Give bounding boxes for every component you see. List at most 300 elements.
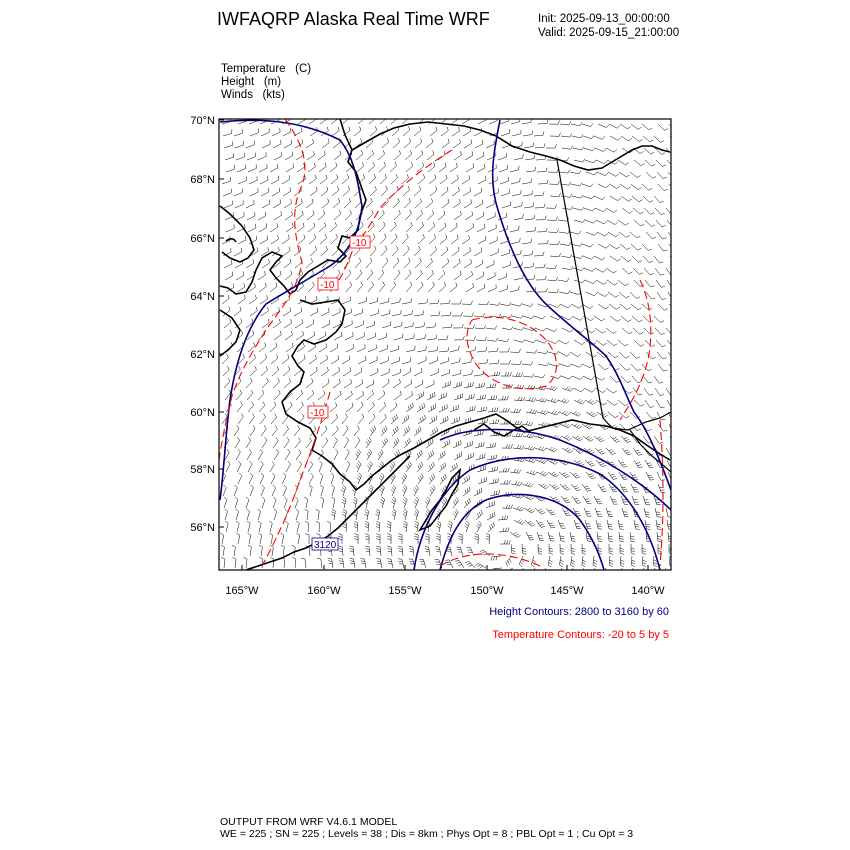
wind-barb-feather — [432, 210, 433, 214]
wind-barb-feather — [418, 428, 419, 432]
wind-barb-feather — [372, 282, 374, 285]
wind-barb-feather — [400, 298, 401, 302]
wind-barb-feather — [507, 515, 508, 519]
wind-barb — [246, 204, 254, 208]
wind-barb-feather — [265, 437, 267, 440]
wind-barb-feather — [531, 422, 533, 425]
wind-barb-feather — [621, 572, 624, 574]
wind-barb — [454, 397, 463, 400]
wind-barb-feather — [246, 497, 249, 500]
wind-barb-feather — [621, 475, 625, 476]
wind-barb-feather — [554, 329, 557, 332]
wind-barb — [464, 386, 473, 388]
wind-barb-feather — [441, 478, 443, 482]
wind-barb-feather — [436, 416, 437, 420]
wind-barb — [261, 488, 265, 496]
wind-barb-feather — [522, 548, 526, 549]
wind-barb-feather — [533, 560, 536, 563]
wind-barb — [562, 148, 571, 149]
wind-barb-feather — [626, 296, 630, 298]
wind-barb-feather — [414, 534, 418, 535]
wind-barb — [451, 239, 458, 244]
wind-barb-feather — [338, 127, 339, 131]
valid-time: Valid: 2025-09-15_21:00:00 — [538, 27, 680, 39]
wind-barb-feather — [466, 521, 469, 524]
wind-barb — [526, 532, 530, 540]
wind-barb — [666, 268, 671, 276]
wind-barb-feather — [464, 526, 467, 529]
wind-barb-feather — [571, 562, 574, 564]
wind-barb-feather — [549, 562, 552, 564]
wind-barb-feather — [346, 425, 348, 428]
wind-barb-feather — [551, 398, 554, 401]
wind-barb — [646, 472, 650, 480]
wind-barb — [248, 523, 250, 532]
wind-barb-feather — [279, 307, 280, 311]
wind-barb — [439, 226, 446, 232]
wind-barb-feather — [504, 540, 505, 544]
wind-barb-feather — [269, 200, 270, 204]
wind-barb — [354, 249, 360, 256]
wind-barb-feather — [651, 345, 655, 347]
wind-barb — [248, 405, 254, 412]
wind-barb — [476, 216, 484, 220]
wind-barb-feather — [620, 538, 624, 539]
wind-barb-feather — [291, 319, 292, 323]
wind-barb — [535, 147, 544, 148]
wind-barb — [429, 361, 437, 364]
wind-barb-feather — [570, 450, 573, 452]
wind-barb-feather — [602, 257, 605, 260]
wind-barb-feather — [675, 129, 679, 130]
wind-barb-feather — [576, 412, 579, 415]
wind-barb-feather — [554, 449, 557, 452]
wind-barb-feather — [552, 410, 555, 413]
wind-barb-feather — [354, 497, 357, 499]
wind-barb — [498, 340, 507, 342]
wind-barb-feather — [482, 200, 483, 204]
wind-barb-feather — [578, 450, 581, 452]
wind-barb-feather — [317, 558, 321, 559]
wind-barb — [393, 142, 400, 148]
wind-barb-feather — [560, 553, 564, 554]
wind-barb-feather — [304, 235, 305, 239]
wind-barb-feather — [455, 476, 456, 480]
wind-barb-feather — [582, 550, 586, 551]
wind-barb — [438, 455, 445, 460]
wind-barb — [286, 167, 294, 172]
wind-barb — [488, 288, 496, 292]
wind-barb — [571, 304, 579, 308]
wind-barb — [488, 351, 497, 352]
wind-barb-feather — [479, 521, 482, 524]
wind-barb — [654, 316, 660, 322]
wind-barb-feather — [446, 175, 447, 179]
wind-barb-feather — [565, 513, 569, 514]
wind-barb — [511, 122, 520, 124]
wind-barb-feather — [465, 523, 468, 526]
wind-barb — [547, 280, 556, 281]
wind-barb-feather — [624, 438, 628, 439]
wind-barb-feather — [365, 521, 369, 523]
wind-barb-feather — [614, 283, 617, 285]
wind-barb-feather — [434, 234, 435, 238]
wind-barb-feather — [411, 162, 412, 166]
wind-barb-feather — [642, 553, 646, 554]
wind-barb — [225, 452, 229, 460]
wind-barb-feather — [416, 497, 419, 500]
wind-barb — [370, 130, 377, 136]
wind-barb-feather — [403, 514, 406, 516]
wind-barb — [525, 219, 534, 220]
wind-barb-feather — [357, 478, 360, 481]
wind-barb — [534, 376, 543, 378]
wind-barb-feather — [426, 346, 427, 350]
wind-barb — [222, 181, 230, 184]
wind-barb-feather — [570, 254, 572, 257]
wind-barb-feather — [636, 529, 640, 530]
wind-barb-feather — [610, 451, 614, 452]
wind-barb — [235, 440, 240, 448]
wind-barb — [621, 316, 628, 322]
wind-barb — [634, 400, 641, 406]
wind-barb-feather — [327, 355, 328, 359]
wind-barb-feather — [619, 536, 623, 537]
wind-barb-feather — [495, 383, 496, 387]
wind-barb-feather — [498, 302, 500, 305]
wind-barb-feather — [591, 413, 594, 415]
wind-barb-feather — [604, 161, 607, 164]
wind-barb-feather — [272, 461, 275, 464]
wind-barb-feather — [387, 549, 391, 550]
wind-barb-feather — [487, 359, 488, 363]
wind-barb — [343, 559, 344, 568]
wind-barb-feather — [431, 198, 432, 202]
wind-barb-feather — [571, 560, 574, 562]
wind-barb — [450, 467, 457, 472]
wind-barb-feather — [458, 565, 462, 566]
wind-barb — [237, 287, 245, 292]
wind-barb — [622, 448, 628, 455]
wind-barb-feather — [399, 561, 403, 562]
wind-barb-feather — [617, 186, 620, 189]
wind-barb-feather — [558, 181, 560, 185]
wind-barb — [355, 383, 363, 388]
wind-barb-feather — [516, 373, 518, 377]
wind-barb-feather — [487, 301, 489, 305]
wind-barb — [390, 349, 399, 352]
wind-barb-feather — [386, 186, 388, 190]
wind-barb-feather — [328, 198, 329, 202]
wind-barb-feather — [521, 315, 523, 318]
wind-barb-feather — [362, 222, 364, 226]
wind-barb — [460, 547, 463, 556]
wind-barb-feather — [290, 259, 291, 263]
wind-barb — [271, 239, 279, 244]
wind-barb-feather — [358, 475, 361, 478]
wind-barb-feather — [426, 511, 429, 514]
wind-barb — [643, 568, 644, 577]
wind-barb-feather — [420, 418, 421, 422]
wind-barb-feather — [533, 203, 534, 207]
wind-barb — [331, 359, 339, 364]
wind-barb-feather — [584, 486, 588, 487]
wind-barb — [366, 325, 374, 328]
wind-barb-feather — [457, 454, 458, 458]
wind-barb-feather — [562, 399, 565, 402]
wind-barb-feather — [410, 150, 411, 154]
wind-barb-feather — [423, 174, 424, 178]
wind-barb-feather — [364, 114, 365, 118]
wind-barb — [490, 252, 498, 256]
wind-barb — [270, 227, 278, 232]
wind-barb — [261, 370, 268, 376]
wind-barb — [249, 476, 253, 484]
wind-barb-feather — [224, 509, 227, 511]
wind-barb — [585, 220, 593, 223]
wind-barb — [489, 120, 497, 124]
wind-barb-feather — [659, 382, 663, 383]
wind-barb-feather — [528, 446, 530, 449]
wind-barb-feather — [414, 334, 415, 338]
wind-barb-feather — [262, 497, 265, 500]
wind-barb — [450, 350, 459, 352]
wind-barb-feather — [255, 283, 256, 287]
wind-barb-feather — [522, 550, 526, 551]
wind-barb-feather — [421, 450, 423, 454]
wind-barb-feather — [560, 538, 564, 539]
wind-barb — [405, 273, 411, 280]
wind-barb-feather — [600, 463, 604, 464]
wind-barb-feather — [481, 510, 483, 514]
wind-barb-feather — [320, 473, 323, 476]
wind-barb-feather — [392, 511, 395, 513]
wind-barb-feather — [413, 322, 414, 326]
wind-barb-feather — [388, 521, 392, 523]
wind-barb-feather — [473, 223, 474, 227]
wind-barb-feather — [387, 526, 391, 528]
wind-barb-feather — [491, 396, 492, 400]
wind-barb-feather — [603, 209, 606, 212]
wind-barb-feather — [631, 548, 635, 549]
wind-barb — [583, 256, 591, 259]
wind-barb-feather — [295, 497, 298, 500]
wind-barb — [656, 280, 661, 287]
wind-barb — [273, 441, 278, 448]
wind-barb-feather — [342, 499, 345, 501]
wind-barb-feather — [296, 521, 299, 523]
wind-barb-feather — [538, 522, 542, 523]
wind-barb-feather — [277, 354, 278, 358]
wind-barb — [645, 400, 650, 408]
wind-barb — [572, 316, 580, 320]
wind-barb — [380, 559, 382, 568]
wind-barb-feather — [619, 526, 623, 527]
wind-barb-feather — [396, 414, 397, 418]
wind-barb — [369, 178, 376, 184]
wind-barb — [658, 244, 664, 251]
wind-barb — [464, 143, 472, 148]
wind-barb-feather — [594, 415, 597, 417]
wind-barb — [354, 313, 362, 316]
wind-barb — [297, 227, 304, 232]
wind-barb-feather — [570, 577, 573, 579]
wind-barb-feather — [519, 507, 522, 510]
lon-label-150: 150°W — [470, 585, 504, 597]
lat-label-62: 62°N — [190, 349, 215, 361]
wind-barb — [442, 443, 450, 448]
wind-barb — [417, 285, 423, 292]
wind-barb-feather — [458, 538, 462, 540]
wind-barb-feather — [512, 553, 516, 554]
wind-barb-feather — [350, 548, 354, 549]
temp-label-b: -10 — [320, 280, 335, 291]
wind-barb-feather — [393, 497, 396, 500]
wind-barb — [294, 191, 301, 196]
wind-barb-feather — [550, 512, 554, 513]
wind-barb-feather — [513, 532, 516, 534]
wind-barb — [622, 268, 629, 274]
wind-barb — [403, 130, 410, 136]
wind-barb-feather — [250, 473, 253, 476]
wind-barb-feather — [422, 416, 423, 420]
wind-barb-feather — [614, 403, 617, 405]
wind-barb — [669, 124, 675, 131]
wind-barb — [498, 277, 506, 280]
wind-barb-feather — [510, 314, 512, 317]
wind-barb — [608, 532, 609, 541]
wind-barb — [655, 268, 660, 275]
wind-barb — [295, 559, 296, 568]
wind-barb — [487, 276, 495, 280]
wind-barb — [343, 371, 351, 376]
wind-barb-feather — [267, 235, 268, 239]
wind-barb — [487, 459, 496, 460]
wind-barb — [560, 124, 569, 125]
wind-barb-feather — [503, 408, 504, 412]
wind-barb-feather — [617, 247, 620, 249]
wind-barb — [654, 436, 659, 443]
wind-barb — [644, 508, 646, 517]
wind-barb — [666, 448, 671, 456]
wind-barb-feather — [571, 548, 575, 549]
wind-barb-feather — [566, 341, 569, 344]
wind-barb — [249, 535, 251, 544]
wind-barb-feather — [566, 387, 569, 390]
wind-barb-feather — [422, 162, 423, 166]
wind-barb — [669, 304, 675, 311]
wind-barb — [353, 547, 354, 556]
wind-barb — [222, 299, 229, 304]
wind-barb — [608, 172, 616, 176]
wind-barb — [382, 325, 391, 328]
wind-barb — [634, 340, 640, 346]
wind-barb-feather — [467, 563, 471, 564]
wind-barb — [358, 417, 364, 424]
wind-barb-feather — [580, 243, 582, 246]
wind-barb — [284, 382, 291, 388]
wind-barb — [404, 500, 407, 508]
wind-barb-feather — [613, 437, 617, 439]
wind-barb-feather — [465, 502, 467, 506]
wind-barb-feather — [478, 523, 481, 526]
wind-barb — [619, 472, 624, 480]
wind-barb — [622, 208, 629, 213]
wind-barb — [573, 208, 582, 210]
wind-barb — [226, 228, 234, 232]
wind-barb-feather — [227, 354, 229, 358]
wind-barb-feather — [316, 367, 317, 371]
wind-barb-feather — [406, 428, 407, 432]
wind-barb-feather — [383, 150, 384, 154]
wind-barb-feather — [435, 546, 439, 547]
wind-barb — [440, 238, 447, 244]
wind-barb-feather — [460, 271, 461, 275]
wind-barb-feather — [531, 303, 533, 306]
wind-barb-feather — [674, 178, 678, 179]
wind-barb-feather — [534, 398, 536, 401]
wind-barb — [258, 511, 261, 520]
wind-barb-feather — [375, 186, 377, 190]
wind-barb — [246, 500, 249, 508]
wind-barb-feather — [432, 450, 433, 454]
wind-barb-feather — [526, 482, 529, 485]
wind-barb-feather — [281, 545, 284, 547]
wind-barb — [512, 436, 521, 437]
lat-label-58: 58°N — [190, 464, 215, 476]
wind-barb-feather — [594, 560, 598, 562]
wind-barb-feather — [609, 462, 613, 463]
wind-barb-feather — [460, 139, 461, 143]
wind-barb-feather — [315, 175, 316, 179]
wind-barb-feather — [472, 370, 473, 374]
wind-barb — [607, 400, 614, 405]
wind-barb — [452, 131, 459, 136]
wind-barb-feather — [493, 420, 494, 424]
wind-barb-feather — [239, 366, 241, 370]
wind-barb — [262, 144, 270, 148]
wind-barb — [441, 190, 448, 196]
wind-barb — [514, 218, 523, 220]
wind-barb-feather — [316, 534, 320, 535]
wind-barb — [234, 547, 235, 556]
wind-barb-feather — [392, 487, 395, 490]
wind-barb — [283, 191, 291, 196]
wind-barb-feather — [398, 559, 402, 560]
wind-barb-feather — [426, 499, 429, 502]
lat-label-68: 68°N — [190, 174, 215, 186]
wind-barb — [524, 147, 533, 148]
wind-barb — [414, 372, 422, 376]
wind-barb-feather — [468, 383, 469, 387]
wind-barb — [634, 520, 636, 529]
wind-barb-feather — [531, 362, 533, 366]
wind-barb-feather — [284, 497, 287, 500]
wind-barb — [548, 352, 557, 354]
wind-barb-feather — [523, 397, 525, 401]
wind-barb — [356, 273, 362, 280]
wind-barb-feather — [625, 404, 628, 406]
wind-barb — [526, 171, 535, 172]
wind-barb-feather — [445, 223, 446, 227]
wind-barb-feather — [593, 402, 596, 405]
wind-barb-feather — [498, 360, 499, 364]
wind-barb-feather — [335, 402, 336, 406]
wind-barb — [453, 444, 461, 448]
wind-barb — [369, 547, 370, 556]
wind-barb — [583, 496, 588, 504]
wind-barb-feather — [631, 577, 634, 579]
